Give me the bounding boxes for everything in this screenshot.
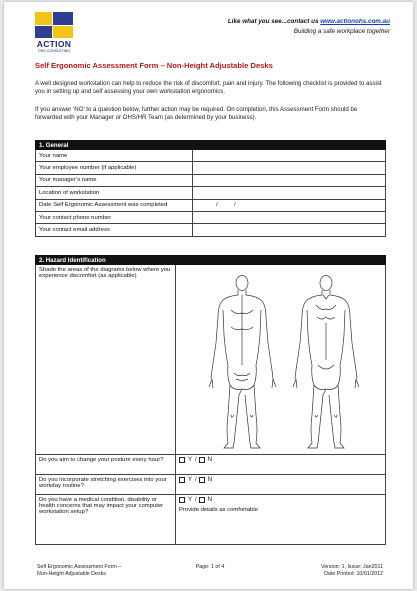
hazard-section-table [35, 255, 386, 545]
no-checkbox[interactable] [199, 497, 205, 503]
logo-name: ACTION [36, 39, 72, 49]
form-page [4, 2, 413, 589]
details-label: Provide details as comfortable [179, 507, 258, 513]
table-row [36, 162, 386, 174]
table-row [36, 150, 386, 162]
field-label: Your contact phone number [36, 211, 193, 223]
intro-paragraph: A well designed workstation can help to reduce the risk of discomfort, pain and injury. The following checklist is provided to assist you in setting up and self assessing your own workstation ergonomics. [35, 80, 382, 95]
table-row [36, 199, 386, 211]
table-row [36, 455, 386, 475]
table-row [36, 495, 386, 545]
date-placeholder: / / [216, 202, 236, 209]
employee-number-input[interactable] [193, 162, 386, 174]
yes-no-separator: / [195, 477, 197, 483]
no-checkbox[interactable] [199, 457, 205, 463]
table-row [36, 475, 386, 495]
field-label: Your contact email address [36, 224, 193, 236]
question-label: Do you aim to change your posture every hour? [36, 455, 176, 475]
phone-input[interactable] [193, 211, 386, 223]
footer-page-number: Page: 1 of 4 [195, 564, 225, 570]
yes-checkbox[interactable] [179, 457, 185, 463]
hazard-heading: 2. Hazard Identification [36, 256, 386, 265]
yes-no-separator: / [195, 457, 197, 463]
tagline-prefix: Like what you see...contact us [227, 18, 321, 25]
logo-squares-icon [35, 12, 73, 38]
medical-answer-cell[interactable] [176, 495, 386, 545]
instructions-paragraph: If you answer ‘NO’ to a question below, further action may be required. On completion, this Assessment Form should be forwarded with your Manager or OHS/HR Team (as determined by your business). [35, 106, 358, 121]
yes-label: Y [188, 457, 193, 463]
no-label: N [207, 497, 213, 503]
date-completed-input[interactable] [193, 199, 386, 211]
field-label: Your name [36, 150, 193, 162]
field-label: Your manager’s name [36, 174, 193, 186]
diagram-prompt: Shade the areas of the diagrams below where you experience discomfort (as applicable) [36, 265, 176, 455]
header-tagline [228, 17, 390, 37]
table-row [36, 187, 386, 199]
field-label: Date Self Ergonomic Assessment was completed [36, 199, 193, 211]
general-heading: 1. General [36, 141, 386, 150]
table-row [36, 174, 386, 186]
form-title: Self Ergonomic Assessment Form – Non-Height Adjustable Desks [35, 61, 273, 70]
footer-doc-subtitle: Non-Height Adjustable Desks [37, 571, 106, 577]
field-label: Location of workstation [36, 187, 193, 199]
posture-answer-cell [176, 455, 386, 475]
general-section-table [35, 140, 386, 237]
location-input[interactable] [193, 187, 386, 199]
yes-label: Y [188, 477, 193, 483]
table-row [36, 265, 386, 455]
question-label: Do you incorporate stretching exercises into your workday routine? [36, 475, 176, 495]
name-input[interactable] [193, 150, 386, 162]
question-label: Do you have a medical condition, disability or health concerns that may impact your computer workstation setup? [36, 495, 176, 545]
footer-doc-title: Self Ergonomic Assessment Form – [37, 564, 122, 570]
yes-no-separator: / [195, 497, 197, 503]
table-row [36, 224, 386, 236]
tagline-slogan: Building a safe workplace together [293, 28, 390, 35]
logo-subtitle: OHS CONSULTING [37, 49, 71, 53]
table-row [36, 211, 386, 223]
no-checkbox[interactable] [199, 477, 205, 483]
no-label: N [207, 457, 213, 463]
yes-label: Y [188, 497, 193, 503]
field-label: Your employee number (if applicable) [36, 162, 193, 174]
body-diagram-icon [176, 265, 384, 453]
no-label: N [207, 477, 213, 483]
manager-name-input[interactable] [193, 174, 386, 186]
website-link[interactable]: www.actionohs.com.au [320, 18, 390, 25]
email-input[interactable] [193, 224, 386, 236]
stretching-answer-cell [176, 475, 386, 495]
footer-version: Version: 1, Issue: Jan2011 [320, 564, 383, 570]
footer-date-printed: Date Printed: 10/01/2012 [324, 571, 383, 577]
yes-checkbox[interactable] [179, 477, 185, 483]
yes-checkbox[interactable] [179, 497, 185, 503]
body-diagram-cell[interactable] [176, 265, 386, 455]
company-logo [32, 12, 76, 53]
